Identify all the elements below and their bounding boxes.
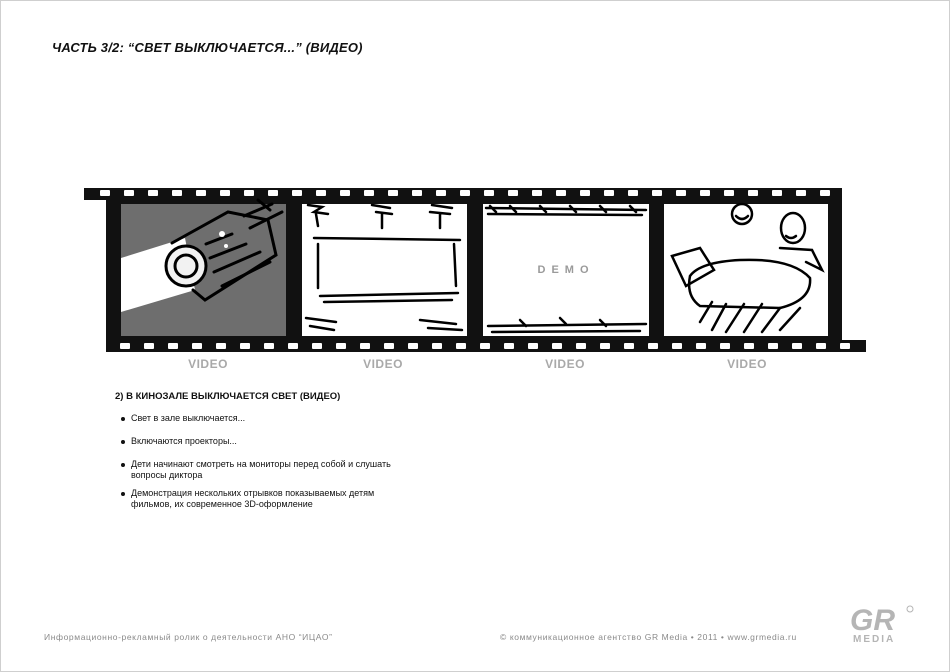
logo-text: GR: [850, 604, 895, 637]
bullet-item: Свет в зале выключается...: [121, 413, 391, 424]
bullet-item: Демонстрация нескольких отрывков показываемых детям фильмов, их современное 3D-оформление: [121, 488, 391, 510]
bullet-item: Включаются проекторы...: [121, 436, 391, 447]
page-title: ЧАСТЬ 3/2: “СВЕТ ВЫКЛЮЧАЕТСЯ...” (ВИДЕО): [52, 40, 363, 55]
bullet-item: Дети начинают смотреть на мониторы перед собой и слушать вопросы диктора: [121, 459, 391, 481]
frame-1-projector: [121, 200, 286, 336]
section-heading: 2) В КИНОЗАЛЕ ВЫКЛЮЧАЕТСЯ СВЕТ (ВИДЕО): [115, 391, 341, 402]
footer-left: Информационно-рекламный ролик о деятельности АНО “ИЦАО”: [44, 632, 333, 642]
footer-right: © коммуникационное агентство GR Media • 2011 • www.grmedia.ru: [500, 632, 797, 642]
frame-4-children: [664, 204, 828, 336]
demo-watermark: DEMO: [537, 264, 595, 276]
frame-label-2: VIDEO: [363, 357, 403, 371]
frame-label-1: VIDEO: [188, 357, 228, 371]
frame-label-4: VIDEO: [727, 357, 767, 371]
frame-2-screen: [302, 204, 467, 336]
bullet-list: [121, 413, 391, 522]
logo-media-text: MEDIA: [853, 634, 896, 645]
frame-label-3: VIDEO: [545, 357, 585, 371]
